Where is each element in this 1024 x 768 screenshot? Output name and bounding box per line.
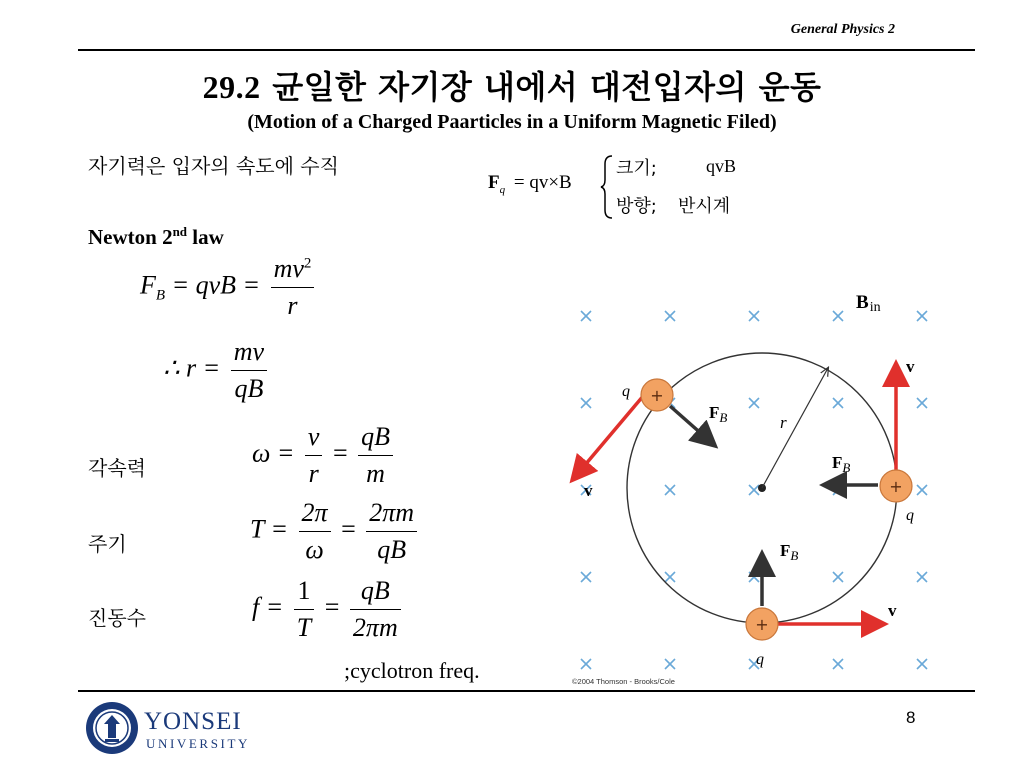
svg-text:q: q [906, 507, 914, 524]
page-number: 8 [906, 708, 916, 727]
frequency-equation: f = $\frac{1}{T}$ = $\frac{qB}{2\pi m}$ [252, 576, 405, 643]
svg-text:v: v [584, 481, 593, 500]
svg-text:+: + [650, 386, 664, 405]
angular-speed-equation: ω = $\frac{v}{r}$ = $\frac{qB}{m}$ [252, 422, 397, 489]
cyclotron-motion-figure [566, 288, 940, 688]
slide-subtitle: (Motion of a Charged Paarticles in a Uniform Magnetic Filed) [247, 111, 777, 133]
svg-text:v: v [906, 357, 915, 376]
cyclotron-note: ;cyclotron freq. [344, 658, 480, 683]
bottom-rule [78, 690, 975, 692]
figure-credit: ©2004 Thomson - Brooks/Cole [572, 677, 675, 686]
yonsei-seal-icon [84, 700, 140, 756]
direction-label: 방향; [616, 196, 657, 217]
svg-text:FB: $F_B$ [832, 453, 851, 475]
radius-equation: ∴ r = $\frac{mv}{qB}$ [163, 337, 271, 404]
force-balance-equation: $F_B$ = qvB = $\frac{mv^2}{r}$ [140, 254, 318, 321]
magnitude-label: 크기; [616, 158, 657, 179]
angular-speed-label: 각속력 [88, 456, 146, 480]
slide-title [0, 62, 1024, 108]
period-label: 주기 [88, 532, 127, 556]
direction-value: 반시계 [678, 196, 731, 217]
course-name: General Physics 2 [790, 22, 895, 37]
top-rule [78, 49, 975, 51]
svg-text:FB: $F_B$ [780, 541, 799, 563]
section-title-korean: 균일한 자기장 내에서 대전입자의 운동 [272, 68, 822, 106]
svg-text:+: + [889, 477, 903, 496]
period-equation: T = $\frac{2\pi}{\omega}$ = $\frac{2\pi m}{qB}$ [250, 498, 421, 565]
svg-text:+: + [755, 615, 769, 634]
force-statement: 자기력은 입자의 속도에 수직 [88, 154, 339, 178]
frequency-label: 진동수 [88, 606, 146, 630]
logo-subtext: UNIVERSITY [146, 736, 250, 751]
logo-wordmark: YONSEI [144, 708, 242, 735]
field-label: Bin [856, 292, 881, 315]
mv2-over-r: $\frac{mv^2}{r}$ [271, 254, 315, 321]
svg-text:FB: $F_B$ [709, 403, 728, 425]
svg-text:q: q [756, 651, 764, 668]
force-definition [488, 152, 768, 222]
radius-label: r [780, 413, 787, 432]
magnitude-value: qvB [706, 156, 737, 176]
svg-text:q: q [622, 383, 630, 400]
force-vector-equation: $F_q = qv\times B$ [488, 172, 572, 196]
section-number: 29.2 [202, 69, 261, 105]
svg-text:v: v [888, 601, 897, 620]
brace-icon [600, 154, 614, 220]
newton-heading: Newton 2nd law [88, 224, 224, 249]
